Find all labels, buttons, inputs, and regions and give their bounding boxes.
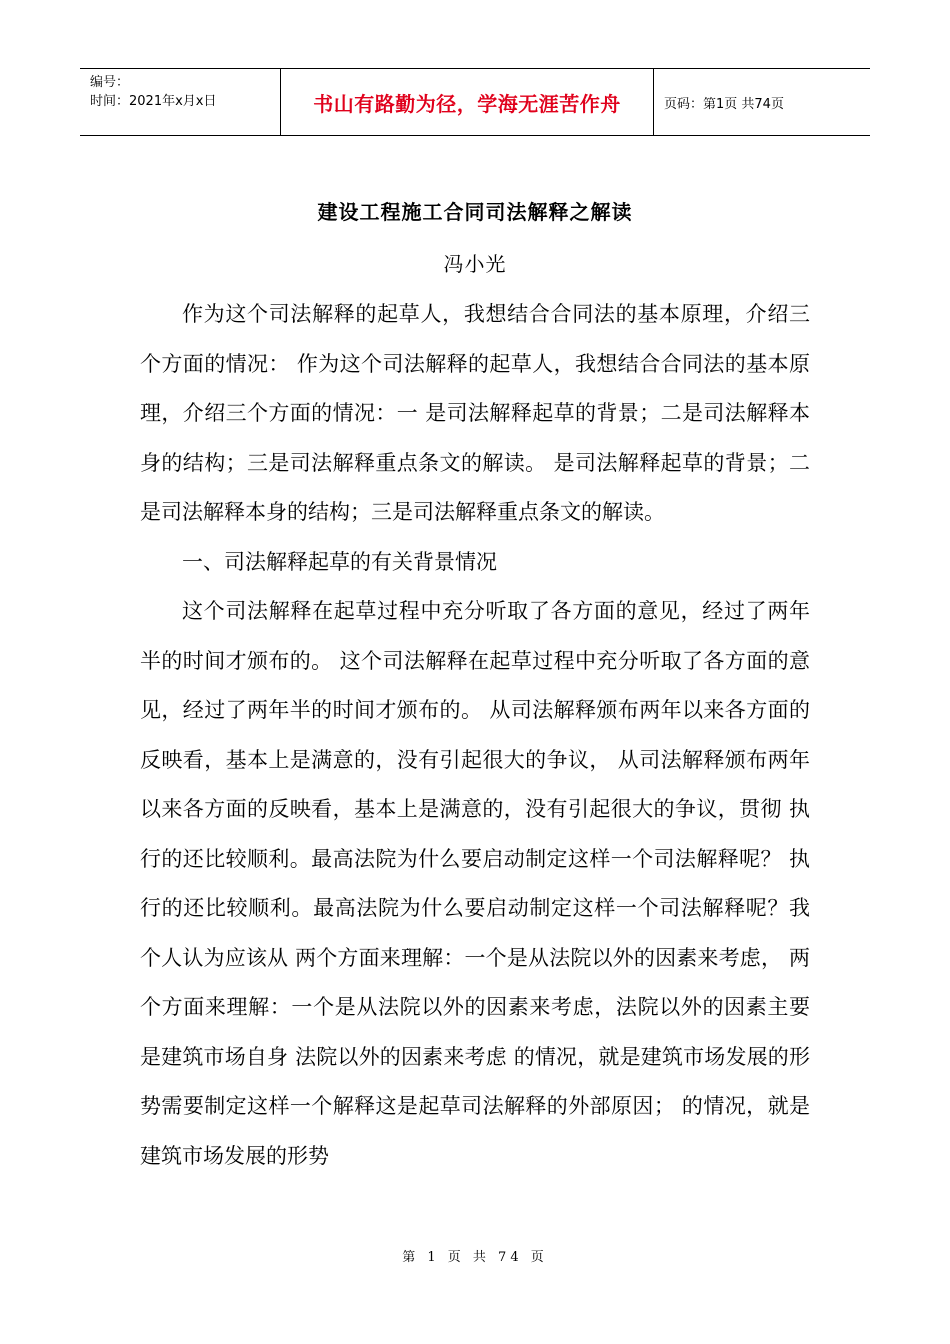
paragraph: 这个司法解释在起草过程中充分听取了各方面的意见，经过了两年半的时间才颁布的。 这个司法解释在起草过程中充分听取了各方面的意见，经过了两年半的时间才颁布的。 从司法解释颁布两年以来各方面的反映看，基本上是满意的，没有引起很大的争议， 从司法解释颁布两年以来各方面的反映看，基本上是满意的，没有引起很大的争议，贯彻 执行的还比较顺利。最高法院为什么要启动制定这样一个司法解释呢？ 执行的还比较顺利。最高法院为什么要启动制定这样一个司法解释呢？我个人认为应该从 两个方面来理解：一个是从法院以外的因素来考虑， 两个方面来理解：一个是从法院以外的因素来考虑，法院以外的因素主要是建筑市场自身 法院以外的因素来考虑 的情况，就是建筑市场发展的形势需要制定这样一个解释这是起草司法解释的外部原因； 的情况，就是建筑市场发展的形势: [140, 599, 810, 1168]
time-label: 时间：2021年x月x日: [90, 94, 217, 109]
document-body: [140, 290, 810, 1181]
document-author: 冯小光: [443, 252, 507, 276]
header-meta: [80, 69, 280, 135]
document-title: 建设工程施工合同司法解释之解读: [317, 200, 633, 224]
page-header: [80, 68, 870, 136]
header-motto: 书山有路勤为径，学海无涯苦作舟: [280, 69, 654, 135]
section-heading: 一、司法解释起草的有关背景情况: [182, 549, 497, 574]
paragraph: 作为这个司法解释的起草人，我想结合合同法的基本原理，介绍三个方面的情况： 作为这个司法解释的起草人，我想结合合同法的基本原理，介绍三个方面的情况：一 是司法解释起草的背景；二是司法解释本身的结构；三是司法解释重点条文的解读。 是司法解释起草的背景；二是司法解释本身的结构；三是司法解释重点条文的解读。: [140, 302, 810, 524]
number-label: 编号：: [90, 75, 130, 90]
header-page-info: 页码：第1页 共74页: [664, 96, 784, 112]
page-footer: 第 1 页 共 74 页: [402, 1250, 548, 1265]
